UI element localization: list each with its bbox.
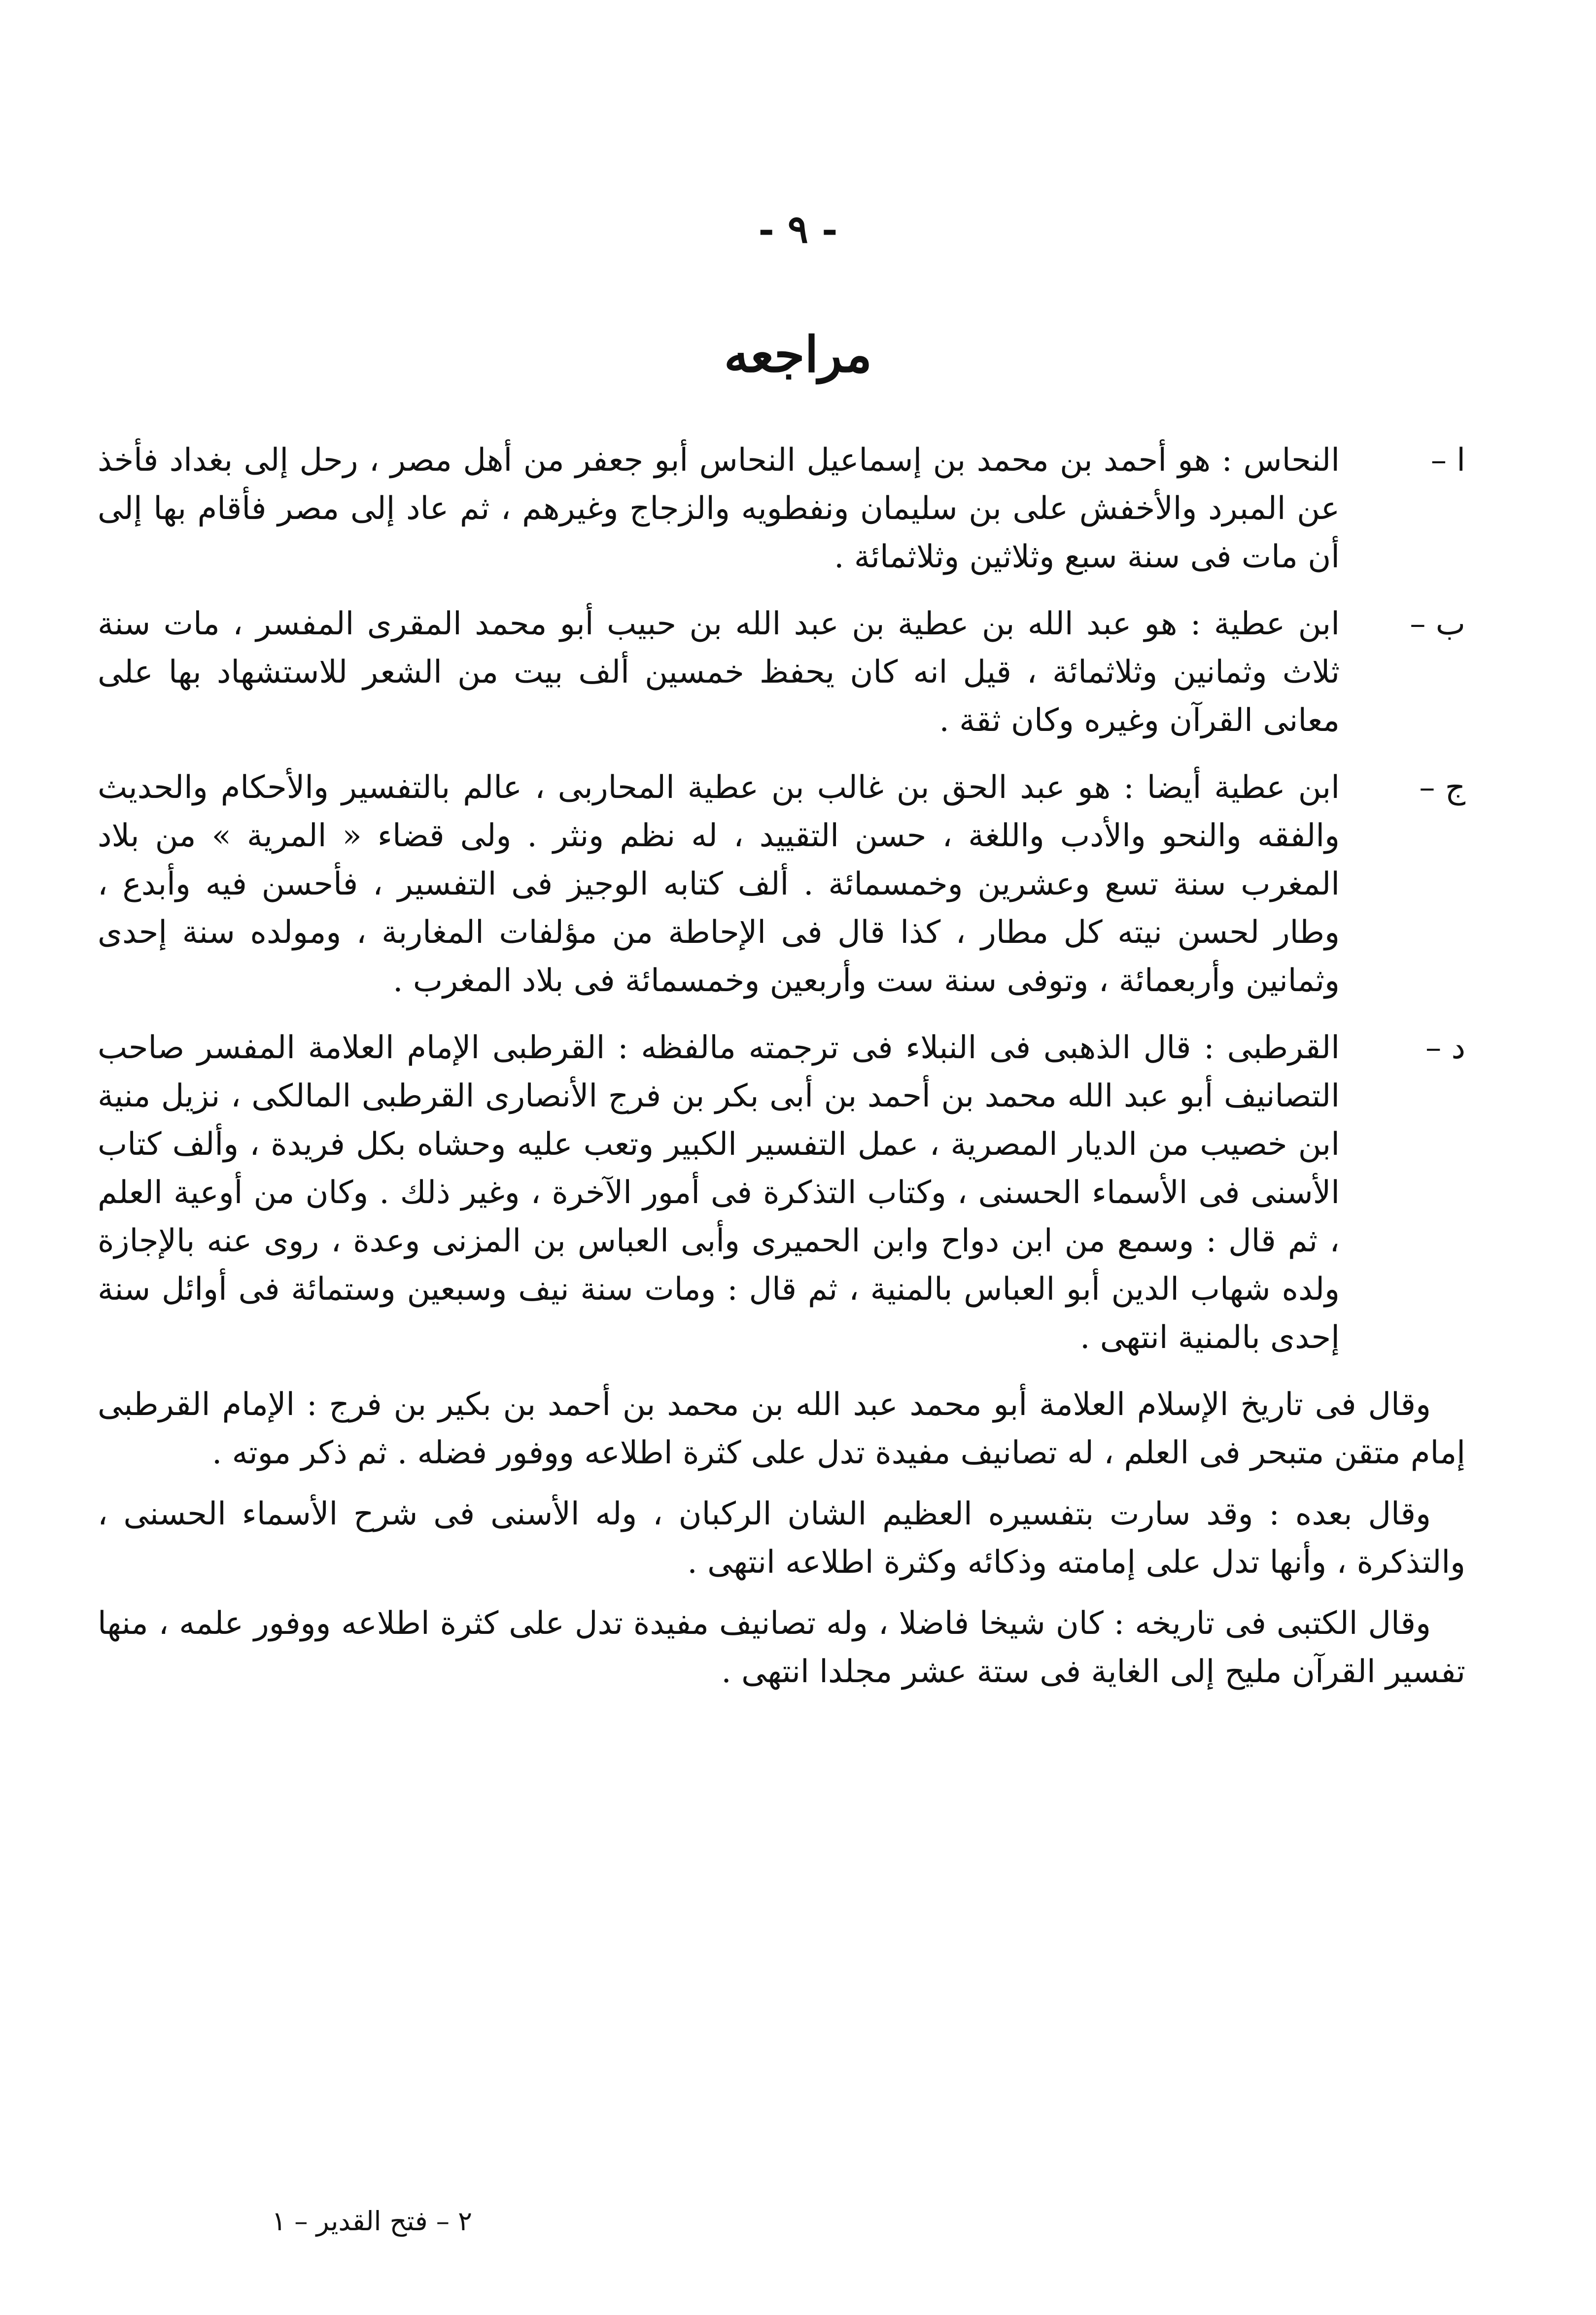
entry-text: النحاس : هو أحمد بن محمد بن إسماعيل النحاس أبو جعفر من أهل مصر ، رحل إلى بغداد فأخذ عن المبرد والأخفش على بن سليمان ونفطويه والزجاج وغيرهم ، ثم عاد إلى مصر فأقام بها إلى أن مات فى سنة سبع وثلاثين وثلاثمائة . [98, 442, 1340, 575]
entry-text: القرطبى : قال الذهبى فى النبلاء فى ترجمته مالفظه : القرطبى الإمام العلامة المفسر صاحب التصانيف أبو عبد الله محمد بن أحمد بن أبى بكر بن فرج الأنصارى القرطبى المالكى ، نزيل منية ابن خصيب من الديار المصرية ، عمل التفسير الكبير وتعب عليه وحشاه بكل فريدة ، وألف كتاب الأسنى فى الأسماء الحسنى ، وكتاب التذكرة فى أمور الآخرة ، وغير ذلك . وكان من أوعية العلم ، ثم قال : وسمع من ابن دواح وابن الحميرى وأبى العباس بن المزنى وعدة ، روى عنه بالإجازة ولده شهاب الدين أبو العباس بالمنية ، ثم قال : ومات سنة نيف وسبعين وستمائة فى أوائل سنة إحدى بالمنية انتهى . [98, 1030, 1340, 1356]
body-paragraph: وقال بعده : وقد سارت بتفسيره العظيم الشان الركبان ، وله الأسنى فى شرح الأسماء الحسنى ، والتذكرة ، وأنها تدل على إمامته وذكائه وكثرة اطلاعه انتهى . [98, 1496, 1465, 1581]
page-number: - ٩ - [758, 207, 838, 252]
page-footer-signature: ٢ – فتح القدير – ١ [272, 2206, 472, 2237]
page-title: مراجعه [724, 325, 872, 383]
body-paragraph: وقال فى تاريخ الإسلام العلامة أبو محمد عبد الله بن محمد بن أحمد بن بكير بن فرج : الإمام القرطبى إمام متقن متبحر فى العلم ، له تصانيف مفيدة تدل على كثرة اطلاعه ووفور فضله . ثم ذكر موته . [98, 1386, 1465, 1471]
entry-text: ابن عطية أيضا : هو عبد الحق بن غالب بن عطية المحاربى ، عالم بالتفسير والأحكام والحديث والفقه والنحو والأدب واللغة ، حسن التقييد ، له نظم ونثر . ولى قضاء « المرية » من بلاد المغرب سنة تسع وعشرين وخمسمائة . ألف كتابه الوجيز فى التفسير ، فأحسن فيه وأبدع ، وطار لحسن نيته كل مطار ، كذا قال فى الإحاطة من مؤلفات المغاربة ، ومولده سنة إحدى وثمانين وأربعمائة ، وتوفى سنة ست وأربعين وخمسمائة فى بلاد المغرب . [98, 769, 1340, 999]
references-list [98, 436, 1465, 1709]
entry-letter: ب – [1410, 606, 1465, 642]
entry-text: ابن عطية : هو عبد الله بن عطية بن عبد الله بن حبيب أبو محمد المقرى المفسر ، مات سنة ثلاث وثمانين وثلاثمائة ، قيل انه كان يحفظ خمسين ألف بيت من الشعر للاستشهاد بها على معانى القرآن وغيره وكان ثقة . [98, 606, 1340, 739]
entry-letter: ج – [1419, 769, 1465, 806]
reference-entry [98, 763, 1465, 1005]
reference-entry [98, 1024, 1465, 1362]
reference-entry [98, 600, 1465, 745]
body-paragraph: وقال الكتبى فى تاريخه : كان شيخا فاضلا ، وله تصانيف مفيدة تدل على كثرة اطلاعه ووفور علمه ، منها تفسير القرآن مليح إلى الغاية فى ستة عشر مجلدا انتهى . [98, 1605, 1465, 1690]
entry-letter: د – [1425, 1030, 1465, 1066]
entry-letter: ا – [1430, 442, 1465, 479]
reference-entry [98, 436, 1465, 581]
